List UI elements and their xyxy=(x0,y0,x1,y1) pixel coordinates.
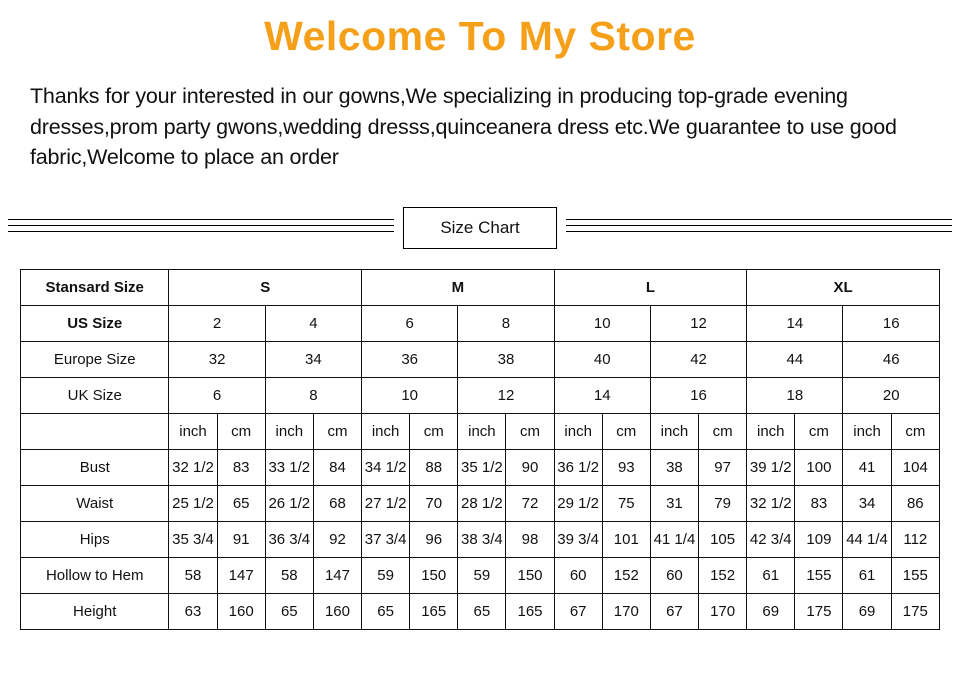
table-row-europe-size xyxy=(21,341,940,377)
table-row-bust xyxy=(21,449,940,485)
store-banner-page xyxy=(0,14,960,686)
hips-cell: 112 xyxy=(891,521,939,557)
hollow-to-hem-cell: 147 xyxy=(313,557,361,593)
size-chart-divider xyxy=(8,207,952,249)
hollow-to-hem-cell: 152 xyxy=(602,557,650,593)
unit-cell: cm xyxy=(410,413,458,449)
hips-cell: 35 3/4 xyxy=(169,521,217,557)
height-cell: 170 xyxy=(699,593,747,629)
unit-cell: inch xyxy=(265,413,313,449)
hollow-to-hem-cell: 152 xyxy=(699,557,747,593)
row-label-units-blank xyxy=(21,413,169,449)
unit-cell: inch xyxy=(554,413,602,449)
hips-cell: 36 3/4 xyxy=(265,521,313,557)
row-label-hips: Hips xyxy=(21,521,169,557)
hollow-to-hem-cell: 61 xyxy=(843,557,891,593)
us-size-cell: 2 xyxy=(169,305,265,341)
size-chart-table-wrap xyxy=(20,269,940,630)
bust-cell: 34 1/2 xyxy=(362,449,410,485)
uk-size-cell: 10 xyxy=(362,377,458,413)
height-cell: 170 xyxy=(602,593,650,629)
europe-size-cell: 40 xyxy=(554,341,650,377)
height-cell: 67 xyxy=(554,593,602,629)
hips-cell: 91 xyxy=(217,521,265,557)
unit-cell: inch xyxy=(650,413,698,449)
height-cell: 67 xyxy=(650,593,698,629)
hollow-to-hem-cell: 58 xyxy=(169,557,217,593)
bust-cell: 93 xyxy=(602,449,650,485)
waist-cell: 25 1/2 xyxy=(169,485,217,521)
waist-cell: 72 xyxy=(506,485,554,521)
unit-cell: inch xyxy=(747,413,795,449)
bust-cell: 38 xyxy=(650,449,698,485)
height-cell: 69 xyxy=(843,593,891,629)
row-label-us-size: US Size xyxy=(21,305,169,341)
unit-cell: inch xyxy=(169,413,217,449)
hollow-to-hem-cell: 60 xyxy=(554,557,602,593)
hips-cell: 38 3/4 xyxy=(458,521,506,557)
us-size-cell: 6 xyxy=(362,305,458,341)
height-cell: 69 xyxy=(747,593,795,629)
row-label-bust: Bust xyxy=(21,449,169,485)
unit-cell: cm xyxy=(313,413,361,449)
hips-cell: 105 xyxy=(699,521,747,557)
hollow-to-hem-cell: 150 xyxy=(506,557,554,593)
group-l: L xyxy=(554,269,747,305)
uk-size-cell: 8 xyxy=(265,377,361,413)
size-chart-table xyxy=(20,269,940,630)
europe-size-cell: 44 xyxy=(747,341,843,377)
row-label-standard-size: Stansard Size xyxy=(21,269,169,305)
bust-cell: 97 xyxy=(699,449,747,485)
hips-cell: 96 xyxy=(410,521,458,557)
row-label-height: Height xyxy=(21,593,169,629)
us-size-cell: 4 xyxy=(265,305,361,341)
divider-rules-left xyxy=(8,219,394,237)
unit-cell: inch xyxy=(458,413,506,449)
uk-size-cell: 12 xyxy=(458,377,554,413)
uk-size-cell: 16 xyxy=(650,377,746,413)
height-cell: 165 xyxy=(410,593,458,629)
height-cell: 175 xyxy=(795,593,843,629)
height-cell: 160 xyxy=(217,593,265,629)
hollow-to-hem-cell: 155 xyxy=(795,557,843,593)
table-row-standard-size xyxy=(21,269,940,305)
height-cell: 65 xyxy=(265,593,313,629)
hips-cell: 101 xyxy=(602,521,650,557)
bust-cell: 36 1/2 xyxy=(554,449,602,485)
hips-cell: 37 3/4 xyxy=(362,521,410,557)
uk-size-cell: 14 xyxy=(554,377,650,413)
us-size-cell: 10 xyxy=(554,305,650,341)
hollow-to-hem-cell: 60 xyxy=(650,557,698,593)
bust-cell: 35 1/2 xyxy=(458,449,506,485)
europe-size-cell: 32 xyxy=(169,341,265,377)
europe-size-cell: 34 xyxy=(265,341,361,377)
hips-cell: 41 1/4 xyxy=(650,521,698,557)
hips-cell: 98 xyxy=(506,521,554,557)
page-title: Welcome To My Store xyxy=(264,13,696,59)
waist-cell: 70 xyxy=(410,485,458,521)
unit-cell: cm xyxy=(602,413,650,449)
waist-cell: 29 1/2 xyxy=(554,485,602,521)
europe-size-cell: 38 xyxy=(458,341,554,377)
waist-cell: 32 1/2 xyxy=(747,485,795,521)
group-s: S xyxy=(169,269,362,305)
unit-cell: cm xyxy=(795,413,843,449)
unit-cell: inch xyxy=(843,413,891,449)
bust-cell: 104 xyxy=(891,449,939,485)
unit-cell: cm xyxy=(699,413,747,449)
waist-cell: 26 1/2 xyxy=(265,485,313,521)
unit-cell: inch xyxy=(362,413,410,449)
uk-size-cell: 6 xyxy=(169,377,265,413)
bust-cell: 39 1/2 xyxy=(747,449,795,485)
uk-size-cell: 20 xyxy=(843,377,940,413)
row-label-hollow-to-hem: Hollow to Hem xyxy=(21,557,169,593)
hollow-to-hem-cell: 150 xyxy=(410,557,458,593)
waist-cell: 75 xyxy=(602,485,650,521)
bust-cell: 41 xyxy=(843,449,891,485)
waist-cell: 31 xyxy=(650,485,698,521)
us-size-cell: 12 xyxy=(650,305,746,341)
table-row-hollow-to-hem xyxy=(21,557,940,593)
bust-cell: 33 1/2 xyxy=(265,449,313,485)
europe-size-cell: 36 xyxy=(362,341,458,377)
hollow-to-hem-cell: 147 xyxy=(217,557,265,593)
unit-cell: cm xyxy=(506,413,554,449)
hollow-to-hem-cell: 58 xyxy=(265,557,313,593)
waist-cell: 65 xyxy=(217,485,265,521)
waist-cell: 27 1/2 xyxy=(362,485,410,521)
hips-cell: 42 3/4 xyxy=(747,521,795,557)
height-cell: 63 xyxy=(169,593,217,629)
table-row-hips xyxy=(21,521,940,557)
group-m: M xyxy=(362,269,555,305)
uk-size-cell: 18 xyxy=(747,377,843,413)
row-label-waist: Waist xyxy=(21,485,169,521)
group-xl: XL xyxy=(747,269,940,305)
hips-cell: 109 xyxy=(795,521,843,557)
height-cell: 165 xyxy=(506,593,554,629)
bust-cell: 83 xyxy=(217,449,265,485)
row-label-europe-size: Europe Size xyxy=(21,341,169,377)
bust-cell: 100 xyxy=(795,449,843,485)
intro-paragraph: Thanks for your interested in our gowns,We specializing in producing top-grade evening dresses,prom party gwons,wedding dresss,quinceanera dress etc.We guarantee to use good fabric,Welcome to place an order xyxy=(30,84,897,170)
table-row-us-size xyxy=(21,305,940,341)
size-chart-label: Size Chart xyxy=(403,207,557,249)
table-row-height xyxy=(21,593,940,629)
height-cell: 160 xyxy=(313,593,361,629)
row-label-uk-size: UK Size xyxy=(21,377,169,413)
unit-cell: cm xyxy=(217,413,265,449)
bust-cell: 84 xyxy=(313,449,361,485)
europe-size-cell: 46 xyxy=(843,341,940,377)
hollow-to-hem-cell: 61 xyxy=(747,557,795,593)
height-cell: 65 xyxy=(458,593,506,629)
hollow-to-hem-cell: 59 xyxy=(362,557,410,593)
waist-cell: 79 xyxy=(699,485,747,521)
table-row-waist xyxy=(21,485,940,521)
europe-size-cell: 42 xyxy=(650,341,746,377)
waist-cell: 34 xyxy=(843,485,891,521)
waist-cell: 86 xyxy=(891,485,939,521)
hips-cell: 92 xyxy=(313,521,361,557)
hips-cell: 44 1/4 xyxy=(843,521,891,557)
bust-cell: 88 xyxy=(410,449,458,485)
us-size-cell: 8 xyxy=(458,305,554,341)
us-size-cell: 16 xyxy=(843,305,940,341)
waist-cell: 83 xyxy=(795,485,843,521)
bust-cell: 32 1/2 xyxy=(169,449,217,485)
height-cell: 175 xyxy=(891,593,939,629)
hollow-to-hem-cell: 59 xyxy=(458,557,506,593)
bust-cell: 90 xyxy=(506,449,554,485)
table-row-units xyxy=(21,413,940,449)
height-cell: 65 xyxy=(362,593,410,629)
hollow-to-hem-cell: 155 xyxy=(891,557,939,593)
table-row-uk-size xyxy=(21,377,940,413)
hips-cell: 39 3/4 xyxy=(554,521,602,557)
waist-cell: 68 xyxy=(313,485,361,521)
waist-cell: 28 1/2 xyxy=(458,485,506,521)
divider-rules-right xyxy=(566,219,952,237)
unit-cell: cm xyxy=(891,413,939,449)
us-size-cell: 14 xyxy=(747,305,843,341)
